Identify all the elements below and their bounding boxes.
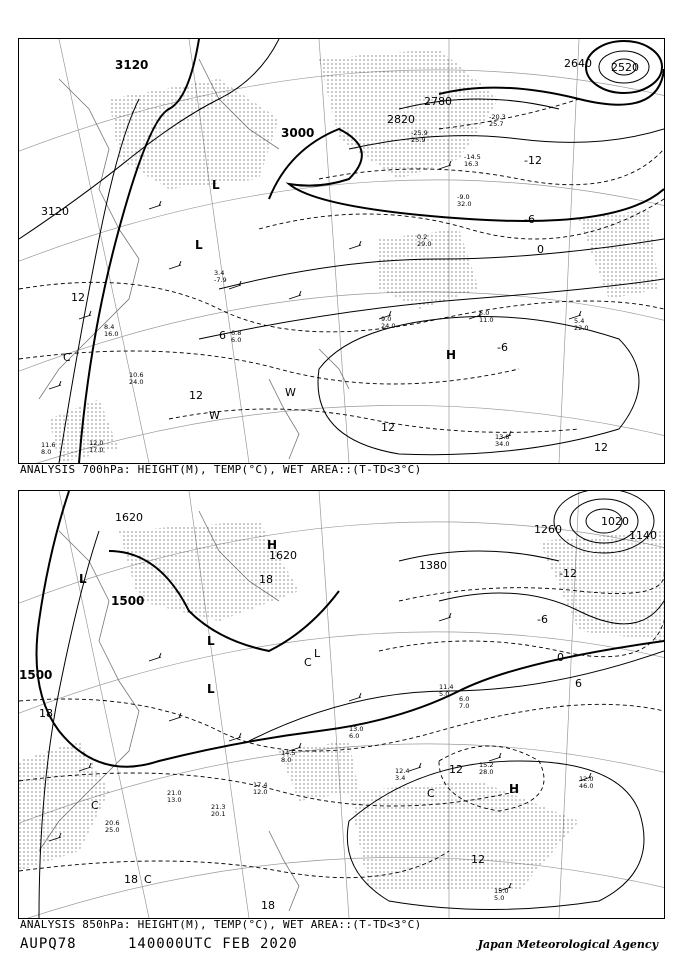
station-temp: 11.4: [439, 683, 454, 691]
station-dew: 24.0: [129, 378, 144, 386]
station-dew: 12.0: [253, 788, 268, 796]
station-temp: 6.0: [459, 695, 470, 703]
low-center: L: [207, 634, 215, 648]
station-temp: 0.2: [417, 233, 428, 241]
station-plots: [41, 113, 588, 456]
temp-label: 12: [381, 421, 395, 434]
temp-label: 12: [71, 291, 85, 304]
temp-label: 0: [557, 651, 564, 664]
low-center: L: [212, 178, 220, 192]
temp-label: 6: [219, 329, 226, 342]
cold-center: C: [427, 787, 435, 800]
height-label: 1500: [111, 594, 145, 608]
warm-center: W: [209, 409, 220, 422]
station-temp: 13.0: [349, 725, 364, 733]
height-label: 3120: [41, 205, 69, 218]
station-dew: 17.0: [89, 446, 104, 454]
temp-label: 12: [594, 441, 608, 454]
station-temp: -25.9: [411, 129, 428, 137]
station-temp: 8.4: [104, 323, 115, 331]
height-label: 1260: [534, 523, 562, 536]
temp-label: -6: [524, 213, 535, 226]
station-dew: 25.0: [105, 826, 120, 834]
height-label: 3120: [115, 58, 149, 72]
height-label: 2640: [564, 57, 592, 70]
station-dew: 29.0: [417, 240, 432, 248]
station-dew: 13.0: [167, 796, 182, 804]
temp-label: -6: [497, 341, 508, 354]
station-temp: 6.8: [231, 329, 242, 337]
station-temp: -9.0: [457, 193, 470, 201]
map-700hpa-graphic: [19, 39, 664, 463]
station-temp: 5.4: [574, 317, 585, 325]
station-dew: 25.9: [411, 136, 426, 144]
station-dew: 5.0: [494, 894, 505, 902]
station-temp: 11.6: [41, 441, 56, 449]
high-center: H: [267, 538, 278, 552]
station-dew: 16.0: [104, 330, 119, 338]
temp-label: -12: [559, 567, 577, 580]
height-label: 2820: [387, 113, 415, 126]
temp-label: 12: [471, 853, 485, 866]
station-dew: 16.3: [464, 160, 479, 168]
station-temp: 3.4: [214, 269, 225, 277]
station-dew: 20.1: [211, 810, 226, 818]
station-temp: 21.3: [211, 803, 226, 811]
station-dew: 25.7: [489, 120, 504, 128]
station-dew: 22.0: [574, 324, 589, 332]
station-dew: 34.0: [495, 440, 510, 448]
temp-label: 12: [189, 389, 203, 402]
station-temp: -20.3: [489, 113, 506, 121]
high-center: H: [509, 782, 520, 796]
wet-area: [49, 49, 659, 463]
temp-label: -6: [537, 613, 548, 626]
station-temp: 9.0: [381, 315, 392, 323]
cold-center: C: [304, 656, 312, 669]
valid-time: 140000UTC FEB 2020: [128, 936, 298, 952]
height-label: 1380: [419, 559, 447, 572]
temp-label: 18: [261, 899, 275, 912]
station-temp: 12.0: [89, 439, 104, 447]
station-dew: 6.0: [231, 336, 242, 344]
low-center: L: [207, 682, 215, 696]
station-dew: 32.0: [457, 200, 472, 208]
station-dew: 28.0: [479, 768, 494, 776]
station-temp: 17.4: [253, 781, 268, 789]
product-code: AUPQ78: [20, 936, 77, 952]
station-dew: 6.0: [349, 732, 360, 740]
low-center: L: [79, 572, 87, 586]
height-label: 3000: [281, 126, 315, 140]
station-temp: 20.6: [105, 819, 120, 827]
panel-caption-700hpa: ANALYSIS 700hPa: HEIGHT(M), TEMP(°C), WET AREA::(T-TD<3°C): [20, 463, 422, 476]
station-temp: 15.0: [494, 887, 509, 895]
station-dew: 5.0: [439, 690, 450, 698]
height-label: 2520: [611, 61, 639, 74]
station-dew: 3.4: [395, 774, 406, 782]
station-temp: 15.2: [479, 761, 494, 769]
station-temp: 14.5: [281, 749, 296, 757]
height-label: 1020: [601, 515, 629, 528]
station-temp: 12.0: [579, 775, 594, 783]
station-temp: -14.5: [464, 153, 481, 161]
height-label: 2780: [424, 95, 452, 108]
station-dew: 46.0: [579, 782, 594, 790]
station-dew: 8.0: [41, 448, 52, 456]
temp-label: 18: [259, 573, 273, 586]
panel-caption-850hpa: ANALYSIS 850hPa: HEIGHT(M), TEMP(°C), WET AREA::(T-TD<3°C): [20, 918, 422, 931]
station-temp: 10.6: [129, 371, 144, 379]
temp-label: 0: [537, 243, 544, 256]
station-dew: 7.0: [459, 702, 470, 710]
map-850hpa-graphic: [19, 491, 664, 918]
height-label: 1620: [269, 549, 297, 562]
temp-label: 6: [575, 677, 582, 690]
cold-center: C: [144, 873, 152, 886]
low-center: L: [314, 647, 321, 660]
cold-center: C: [91, 799, 99, 812]
station-dew: 24.0: [381, 322, 396, 330]
station-dew: 8.0: [281, 756, 292, 764]
temp-label: 18: [39, 707, 53, 720]
warm-center: W: [285, 386, 296, 399]
station-temp: 12.4: [395, 767, 410, 775]
agency-name: Japan Meteorological Agency: [477, 938, 658, 951]
temp-label: 12: [449, 763, 463, 776]
cold-center: C: [63, 351, 71, 364]
station-temp: 5.0: [479, 309, 490, 317]
wind-barbs: [49, 161, 581, 439]
station-temp: 13.8: [495, 433, 510, 441]
station-dew: -7.9: [214, 276, 227, 284]
temp-label: -12: [524, 154, 542, 167]
station-dew: 11.0: [479, 316, 494, 324]
height-label: 1140: [629, 529, 657, 542]
low-center: L: [195, 238, 203, 252]
height-label: 1620: [115, 511, 143, 524]
station-temp: 21.0: [167, 789, 182, 797]
map-panel-850hpa: [18, 490, 665, 919]
temp-label: 18: [124, 873, 138, 886]
map-panel-700hpa: [18, 38, 665, 464]
height-label: 1500: [19, 668, 53, 682]
high-center: H: [446, 348, 457, 362]
